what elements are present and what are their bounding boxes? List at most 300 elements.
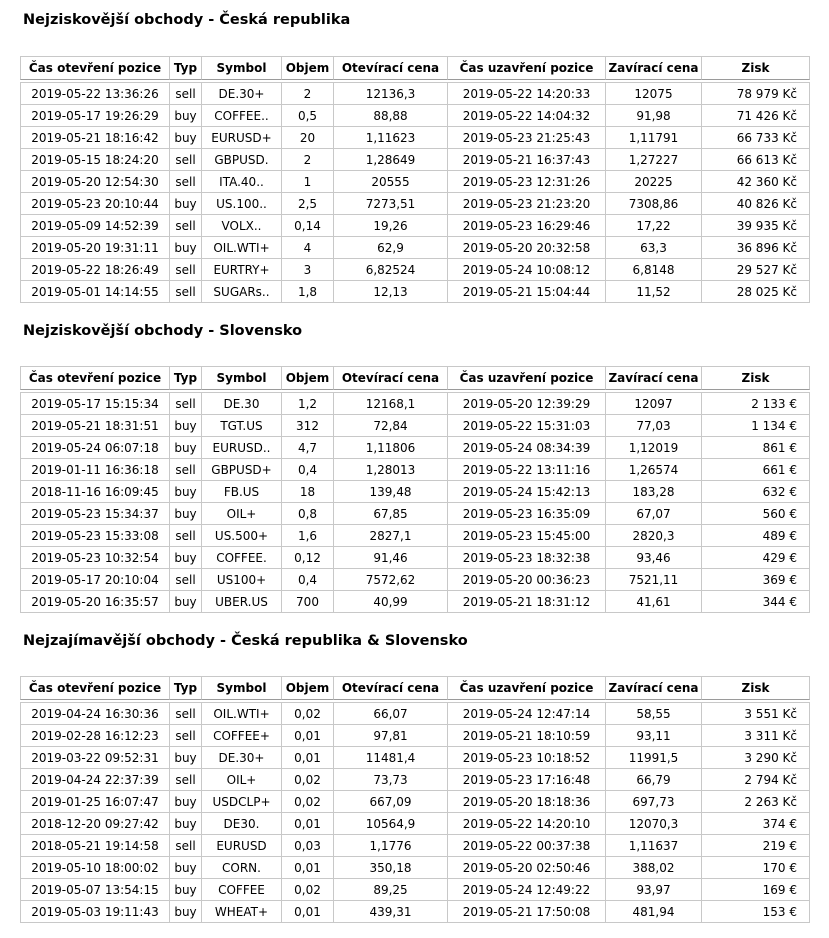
table-row: [20, 237, 810, 259]
table-row: [20, 437, 810, 459]
cell-type: sell: [170, 569, 202, 591]
cell-open-time: 2018-11-16 16:09:45: [20, 481, 170, 503]
cell-open-time: 2019-04-24 22:37:39: [20, 769, 170, 791]
cell-volume: 0,02: [282, 769, 334, 791]
cell-symbol: EURUSD+: [202, 127, 282, 149]
cell-open-price: 1,11623: [334, 127, 448, 149]
table-row: [20, 503, 810, 525]
table-row: [20, 901, 810, 923]
cell-type: sell: [170, 459, 202, 481]
cell-type: buy: [170, 813, 202, 835]
cell-open-time: 2019-05-09 14:52:39: [20, 215, 170, 237]
cell-volume: 4,7: [282, 437, 334, 459]
cell-volume: 1,2: [282, 392, 334, 415]
cell-volume: 0,01: [282, 747, 334, 769]
cell-open-time: 2019-05-15 18:24:20: [20, 149, 170, 171]
cell-profit: 42 360 Kč: [702, 171, 810, 193]
cell-profit: 861 €: [702, 437, 810, 459]
cell-symbol: TGT.US: [202, 415, 282, 437]
cell-close-time: 2019-05-23 21:25:43: [448, 127, 606, 149]
cell-close-price: 58,55: [606, 702, 702, 725]
cell-type: sell: [170, 392, 202, 415]
cell-open-time: 2019-05-23 20:10:44: [20, 193, 170, 215]
cell-close-time: 2019-05-24 15:42:13: [448, 481, 606, 503]
table-row: [20, 259, 810, 281]
column-header-symbol: Symbol: [202, 56, 282, 80]
table-row: [20, 835, 810, 857]
cell-close-price: 1,26574: [606, 459, 702, 481]
cell-type: buy: [170, 747, 202, 769]
column-header-symbol: Symbol: [202, 676, 282, 700]
cell-open-time: 2019-05-01 14:14:55: [20, 281, 170, 303]
section-title: Nejzajímavější obchody - Česká republika & Slovensko: [23, 633, 468, 649]
cell-open-time: 2018-05-21 19:14:58: [20, 835, 170, 857]
cell-volume: 2,5: [282, 193, 334, 215]
cell-profit: 39 935 Kč: [702, 215, 810, 237]
cell-close-price: 91,98: [606, 105, 702, 127]
cell-volume: 0,8: [282, 503, 334, 525]
cell-symbol: OIL.WTI+: [202, 237, 282, 259]
cell-close-time: 2019-05-22 14:20:10: [448, 813, 606, 835]
cell-profit: 3 311 Kč: [702, 725, 810, 747]
cell-profit: 374 €: [702, 813, 810, 835]
cell-profit: 71 426 Kč: [702, 105, 810, 127]
cell-close-time: 2019-05-21 16:37:43: [448, 149, 606, 171]
cell-type: sell: [170, 215, 202, 237]
cell-volume: 0,14: [282, 215, 334, 237]
table-row: [20, 591, 810, 613]
table-row: [20, 857, 810, 879]
table-row: [20, 105, 810, 127]
cell-symbol: OIL.WTI+: [202, 702, 282, 725]
table-row: [20, 171, 810, 193]
cell-symbol: EURUSD..: [202, 437, 282, 459]
cell-close-time: 2019-05-20 00:36:23: [448, 569, 606, 591]
cell-type: buy: [170, 481, 202, 503]
cell-close-time: 2019-05-22 15:31:03: [448, 415, 606, 437]
cell-close-time: 2019-05-24 12:49:22: [448, 879, 606, 901]
cell-symbol: USDCLP+: [202, 791, 282, 813]
cell-volume: 0,5: [282, 105, 334, 127]
cell-close-time: 2019-05-21 18:31:12: [448, 591, 606, 613]
table-row: [20, 569, 810, 591]
cell-close-time: 2019-05-21 17:50:08: [448, 901, 606, 923]
cell-profit: 661 €: [702, 459, 810, 481]
cell-open-price: 7273,51: [334, 193, 448, 215]
cell-symbol: FB.US: [202, 481, 282, 503]
cell-volume: 0,03: [282, 835, 334, 857]
cell-close-time: 2019-05-24 12:47:14: [448, 702, 606, 725]
column-header-volume: Objem: [282, 676, 334, 700]
table-row: [20, 813, 810, 835]
cell-close-price: 93,11: [606, 725, 702, 747]
cell-symbol: DE.30+: [202, 82, 282, 105]
column-header-open-price: Otevírací cena: [334, 56, 448, 80]
cell-open-price: 40,99: [334, 591, 448, 613]
cell-close-price: 17,22: [606, 215, 702, 237]
trades-table: [20, 676, 810, 923]
cell-open-time: 2019-01-11 16:36:18: [20, 459, 170, 481]
table-row: [20, 193, 810, 215]
cell-volume: 0,4: [282, 569, 334, 591]
cell-profit: 66 613 Kč: [702, 149, 810, 171]
cell-close-price: 20225: [606, 171, 702, 193]
cell-open-time: 2019-05-22 13:36:26: [20, 82, 170, 105]
table-row: [20, 149, 810, 171]
cell-open-time: 2019-05-23 15:33:08: [20, 525, 170, 547]
cell-profit: 2 263 Kč: [702, 791, 810, 813]
cell-close-time: 2019-05-23 17:16:48: [448, 769, 606, 791]
cell-type: sell: [170, 281, 202, 303]
column-header-close-time: Čas uzavření pozice: [448, 56, 606, 80]
cell-open-price: 667,09: [334, 791, 448, 813]
cell-open-price: 11481,4: [334, 747, 448, 769]
cell-close-price: 12070,3: [606, 813, 702, 835]
cell-open-price: 10564,9: [334, 813, 448, 835]
cell-open-time: 2019-05-20 19:31:11: [20, 237, 170, 259]
column-header-open-time: Čas otevření pozice: [20, 56, 170, 80]
cell-open-time: 2019-05-23 15:34:37: [20, 503, 170, 525]
cell-close-time: 2019-05-23 21:23:20: [448, 193, 606, 215]
table-row: [20, 702, 810, 725]
column-header-open-price: Otevírací cena: [334, 676, 448, 700]
cell-type: buy: [170, 901, 202, 923]
table-header-row: [20, 676, 810, 700]
cell-profit: 153 €: [702, 901, 810, 923]
section-title: Nejziskovější obchody - Česká republika: [23, 12, 351, 28]
cell-symbol: US.100..: [202, 193, 282, 215]
cell-symbol: WHEAT+: [202, 901, 282, 923]
cell-type: buy: [170, 237, 202, 259]
cell-close-time: 2019-05-20 18:18:36: [448, 791, 606, 813]
cell-symbol: COFFEE.: [202, 547, 282, 569]
cell-type: buy: [170, 503, 202, 525]
cell-profit: 29 527 Kč: [702, 259, 810, 281]
cell-profit: 489 €: [702, 525, 810, 547]
trades-table: [20, 56, 810, 303]
cell-symbol: OIL+: [202, 769, 282, 791]
cell-type: sell: [170, 149, 202, 171]
cell-type: buy: [170, 437, 202, 459]
cell-close-price: 67,07: [606, 503, 702, 525]
cell-volume: 1,8: [282, 281, 334, 303]
cell-open-time: 2018-12-20 09:27:42: [20, 813, 170, 835]
cell-open-price: 12136,3: [334, 82, 448, 105]
cell-close-price: 66,79: [606, 769, 702, 791]
column-header-symbol: Symbol: [202, 366, 282, 390]
column-header-volume: Objem: [282, 366, 334, 390]
cell-close-time: 2019-05-22 00:37:38: [448, 835, 606, 857]
cell-close-time: 2019-05-23 16:35:09: [448, 503, 606, 525]
cell-symbol: DE.30+: [202, 747, 282, 769]
cell-close-price: 1,11791: [606, 127, 702, 149]
cell-profit: 170 €: [702, 857, 810, 879]
cell-close-time: 2019-05-23 15:45:00: [448, 525, 606, 547]
cell-type: sell: [170, 171, 202, 193]
cell-type: sell: [170, 769, 202, 791]
cell-volume: 1: [282, 171, 334, 193]
cell-close-price: 481,94: [606, 901, 702, 923]
cell-type: sell: [170, 835, 202, 857]
column-header-profit: Zisk: [702, 366, 810, 390]
column-header-open-time: Čas otevření pozice: [20, 676, 170, 700]
cell-close-price: 2820,3: [606, 525, 702, 547]
cell-symbol: EURTRY+: [202, 259, 282, 281]
cell-open-price: 66,07: [334, 702, 448, 725]
cell-volume: 0,12: [282, 547, 334, 569]
cell-symbol: US.500+: [202, 525, 282, 547]
cell-type: buy: [170, 879, 202, 901]
cell-close-time: 2019-05-20 12:39:29: [448, 392, 606, 415]
cell-close-time: 2019-05-20 20:32:58: [448, 237, 606, 259]
cell-symbol: ITA.40..: [202, 171, 282, 193]
trades-table: [20, 366, 810, 613]
cell-profit: 28 025 Kč: [702, 281, 810, 303]
table-row: [20, 481, 810, 503]
cell-close-time: 2019-05-23 12:31:26: [448, 171, 606, 193]
cell-open-time: 2019-05-20 12:54:30: [20, 171, 170, 193]
table-row: [20, 725, 810, 747]
cell-close-price: 6,8148: [606, 259, 702, 281]
cell-close-price: 93,97: [606, 879, 702, 901]
cell-symbol: COFFEE+: [202, 725, 282, 747]
cell-type: buy: [170, 127, 202, 149]
cell-open-price: 12,13: [334, 281, 448, 303]
cell-type: buy: [170, 193, 202, 215]
cell-volume: 2: [282, 149, 334, 171]
cell-close-time: 2019-05-22 13:11:16: [448, 459, 606, 481]
table-row: [20, 415, 810, 437]
cell-volume: 3: [282, 259, 334, 281]
cell-open-time: 2019-05-21 18:31:51: [20, 415, 170, 437]
cell-open-price: 88,88: [334, 105, 448, 127]
cell-close-time: 2019-05-20 02:50:46: [448, 857, 606, 879]
cell-close-time: 2019-05-22 14:04:32: [448, 105, 606, 127]
cell-close-price: 63,3: [606, 237, 702, 259]
cell-close-price: 7521,11: [606, 569, 702, 591]
cell-profit: 429 €: [702, 547, 810, 569]
cell-close-price: 77,03: [606, 415, 702, 437]
column-header-type: Typ: [170, 366, 202, 390]
cell-open-time: 2019-05-21 18:16:42: [20, 127, 170, 149]
column-header-close-time: Čas uzavření pozice: [448, 366, 606, 390]
cell-profit: 1 134 €: [702, 415, 810, 437]
cell-profit: 369 €: [702, 569, 810, 591]
cell-type: buy: [170, 105, 202, 127]
cell-type: buy: [170, 857, 202, 879]
cell-close-time: 2019-05-21 15:04:44: [448, 281, 606, 303]
cell-open-price: 97,81: [334, 725, 448, 747]
cell-close-price: 12075: [606, 82, 702, 105]
cell-symbol: SUGARs..: [202, 281, 282, 303]
table-row: [20, 769, 810, 791]
cell-type: buy: [170, 547, 202, 569]
table-row: [20, 459, 810, 481]
table-row: [20, 215, 810, 237]
cell-open-price: 350,18: [334, 857, 448, 879]
cell-volume: 0,01: [282, 901, 334, 923]
cell-close-time: 2019-05-21 18:10:59: [448, 725, 606, 747]
cell-symbol: EURUSD: [202, 835, 282, 857]
column-header-open-time: Čas otevření pozice: [20, 366, 170, 390]
cell-open-time: 2019-05-17 15:15:34: [20, 392, 170, 415]
cell-symbol: COFFEE..: [202, 105, 282, 127]
cell-open-time: 2019-05-23 10:32:54: [20, 547, 170, 569]
table-row: [20, 525, 810, 547]
cell-symbol: US100+: [202, 569, 282, 591]
cell-open-price: 67,85: [334, 503, 448, 525]
cell-open-time: 2019-05-07 13:54:15: [20, 879, 170, 901]
column-header-profit: Zisk: [702, 676, 810, 700]
cell-close-price: 1,27227: [606, 149, 702, 171]
table-row: [20, 879, 810, 901]
cell-open-price: 73,73: [334, 769, 448, 791]
cell-type: sell: [170, 702, 202, 725]
cell-open-price: 19,26: [334, 215, 448, 237]
cell-symbol: GBPUSD+: [202, 459, 282, 481]
cell-volume: 700: [282, 591, 334, 613]
cell-open-time: 2019-01-25 16:07:47: [20, 791, 170, 813]
cell-open-time: 2019-05-20 16:35:57: [20, 591, 170, 613]
cell-open-price: 91,46: [334, 547, 448, 569]
cell-volume: 0,02: [282, 879, 334, 901]
cell-profit: 560 €: [702, 503, 810, 525]
cell-type: buy: [170, 591, 202, 613]
cell-open-time: 2019-05-24 06:07:18: [20, 437, 170, 459]
cell-symbol: VOLX..: [202, 215, 282, 237]
table-row: [20, 791, 810, 813]
cell-open-time: 2019-02-28 16:12:23: [20, 725, 170, 747]
column-header-close-price: Zavírací cena: [606, 366, 702, 390]
cell-profit: 344 €: [702, 591, 810, 613]
cell-symbol: DE30.: [202, 813, 282, 835]
cell-open-price: 20555: [334, 171, 448, 193]
cell-type: buy: [170, 415, 202, 437]
cell-close-price: 11,52: [606, 281, 702, 303]
cell-profit: 2 794 Kč: [702, 769, 810, 791]
cell-close-time: 2019-05-23 16:29:46: [448, 215, 606, 237]
section-title: Nejziskovější obchody - Slovensko: [23, 323, 303, 339]
cell-open-time: 2019-03-22 09:52:31: [20, 747, 170, 769]
cell-close-price: 7308,86: [606, 193, 702, 215]
cell-open-price: 2827,1: [334, 525, 448, 547]
cell-symbol: COFFEE: [202, 879, 282, 901]
table-row: [20, 392, 810, 415]
table-row: [20, 127, 810, 149]
cell-volume: 0,02: [282, 702, 334, 725]
cell-close-price: 1,11637: [606, 835, 702, 857]
cell-volume: 4: [282, 237, 334, 259]
column-header-profit: Zisk: [702, 56, 810, 80]
cell-profit: 169 €: [702, 879, 810, 901]
cell-open-time: 2019-05-10 18:00:02: [20, 857, 170, 879]
cell-symbol: UBER.US: [202, 591, 282, 613]
column-header-type: Typ: [170, 56, 202, 80]
cell-open-time: 2019-05-22 18:26:49: [20, 259, 170, 281]
cell-close-time: 2019-05-23 10:18:52: [448, 747, 606, 769]
cell-symbol: CORN.: [202, 857, 282, 879]
cell-close-price: 12097: [606, 392, 702, 415]
cell-close-price: 41,61: [606, 591, 702, 613]
cell-open-time: 2019-05-17 20:10:04: [20, 569, 170, 591]
cell-close-price: 93,46: [606, 547, 702, 569]
cell-type: sell: [170, 725, 202, 747]
cell-type: sell: [170, 82, 202, 105]
cell-close-time: 2019-05-24 10:08:12: [448, 259, 606, 281]
cell-open-time: 2019-05-03 19:11:43: [20, 901, 170, 923]
cell-profit: 3 551 Kč: [702, 702, 810, 725]
cell-open-price: 1,11806: [334, 437, 448, 459]
cell-open-price: 72,84: [334, 415, 448, 437]
cell-open-price: 7572,62: [334, 569, 448, 591]
cell-profit: 219 €: [702, 835, 810, 857]
column-header-close-time: Čas uzavření pozice: [448, 676, 606, 700]
cell-open-price: 1,28013: [334, 459, 448, 481]
cell-volume: 0,01: [282, 725, 334, 747]
cell-open-price: 12168,1: [334, 392, 448, 415]
cell-close-price: 697,73: [606, 791, 702, 813]
cell-close-time: 2019-05-22 14:20:33: [448, 82, 606, 105]
cell-volume: 312: [282, 415, 334, 437]
cell-open-price: 62,9: [334, 237, 448, 259]
table-row: [20, 82, 810, 105]
column-header-close-price: Zavírací cena: [606, 676, 702, 700]
cell-open-time: 2019-04-24 16:30:36: [20, 702, 170, 725]
column-header-open-price: Otevírací cena: [334, 366, 448, 390]
column-header-volume: Objem: [282, 56, 334, 80]
cell-open-price: 139,48: [334, 481, 448, 503]
cell-profit: 3 290 Kč: [702, 747, 810, 769]
cell-close-price: 1,12019: [606, 437, 702, 459]
cell-close-time: 2019-05-23 18:32:38: [448, 547, 606, 569]
cell-volume: 0,01: [282, 857, 334, 879]
cell-open-price: 89,25: [334, 879, 448, 901]
cell-symbol: OIL+: [202, 503, 282, 525]
cell-type: sell: [170, 525, 202, 547]
cell-close-price: 183,28: [606, 481, 702, 503]
cell-volume: 1,6: [282, 525, 334, 547]
cell-open-price: 1,28649: [334, 149, 448, 171]
cell-volume: 0,02: [282, 791, 334, 813]
column-header-type: Typ: [170, 676, 202, 700]
cell-profit: 2 133 €: [702, 392, 810, 415]
cell-type: sell: [170, 259, 202, 281]
cell-symbol: GBPUSD.: [202, 149, 282, 171]
cell-type: buy: [170, 791, 202, 813]
cell-close-price: 388,02: [606, 857, 702, 879]
table-row: [20, 281, 810, 303]
cell-volume: 0,4: [282, 459, 334, 481]
cell-profit: 66 733 Kč: [702, 127, 810, 149]
cell-close-time: 2019-05-24 08:34:39: [448, 437, 606, 459]
cell-profit: 78 979 Kč: [702, 82, 810, 105]
cell-volume: 18: [282, 481, 334, 503]
cell-open-price: 6,82524: [334, 259, 448, 281]
cell-open-price: 439,31: [334, 901, 448, 923]
cell-open-time: 2019-05-17 19:26:29: [20, 105, 170, 127]
cell-volume: 20: [282, 127, 334, 149]
cell-profit: 632 €: [702, 481, 810, 503]
cell-profit: 36 896 Kč: [702, 237, 810, 259]
cell-volume: 2: [282, 82, 334, 105]
column-header-close-price: Zavírací cena: [606, 56, 702, 80]
cell-profit: 40 826 Kč: [702, 193, 810, 215]
cell-symbol: DE.30: [202, 392, 282, 415]
cell-open-price: 1,1776: [334, 835, 448, 857]
table-header-row: [20, 366, 810, 390]
table-row: [20, 747, 810, 769]
cell-close-price: 11991,5: [606, 747, 702, 769]
